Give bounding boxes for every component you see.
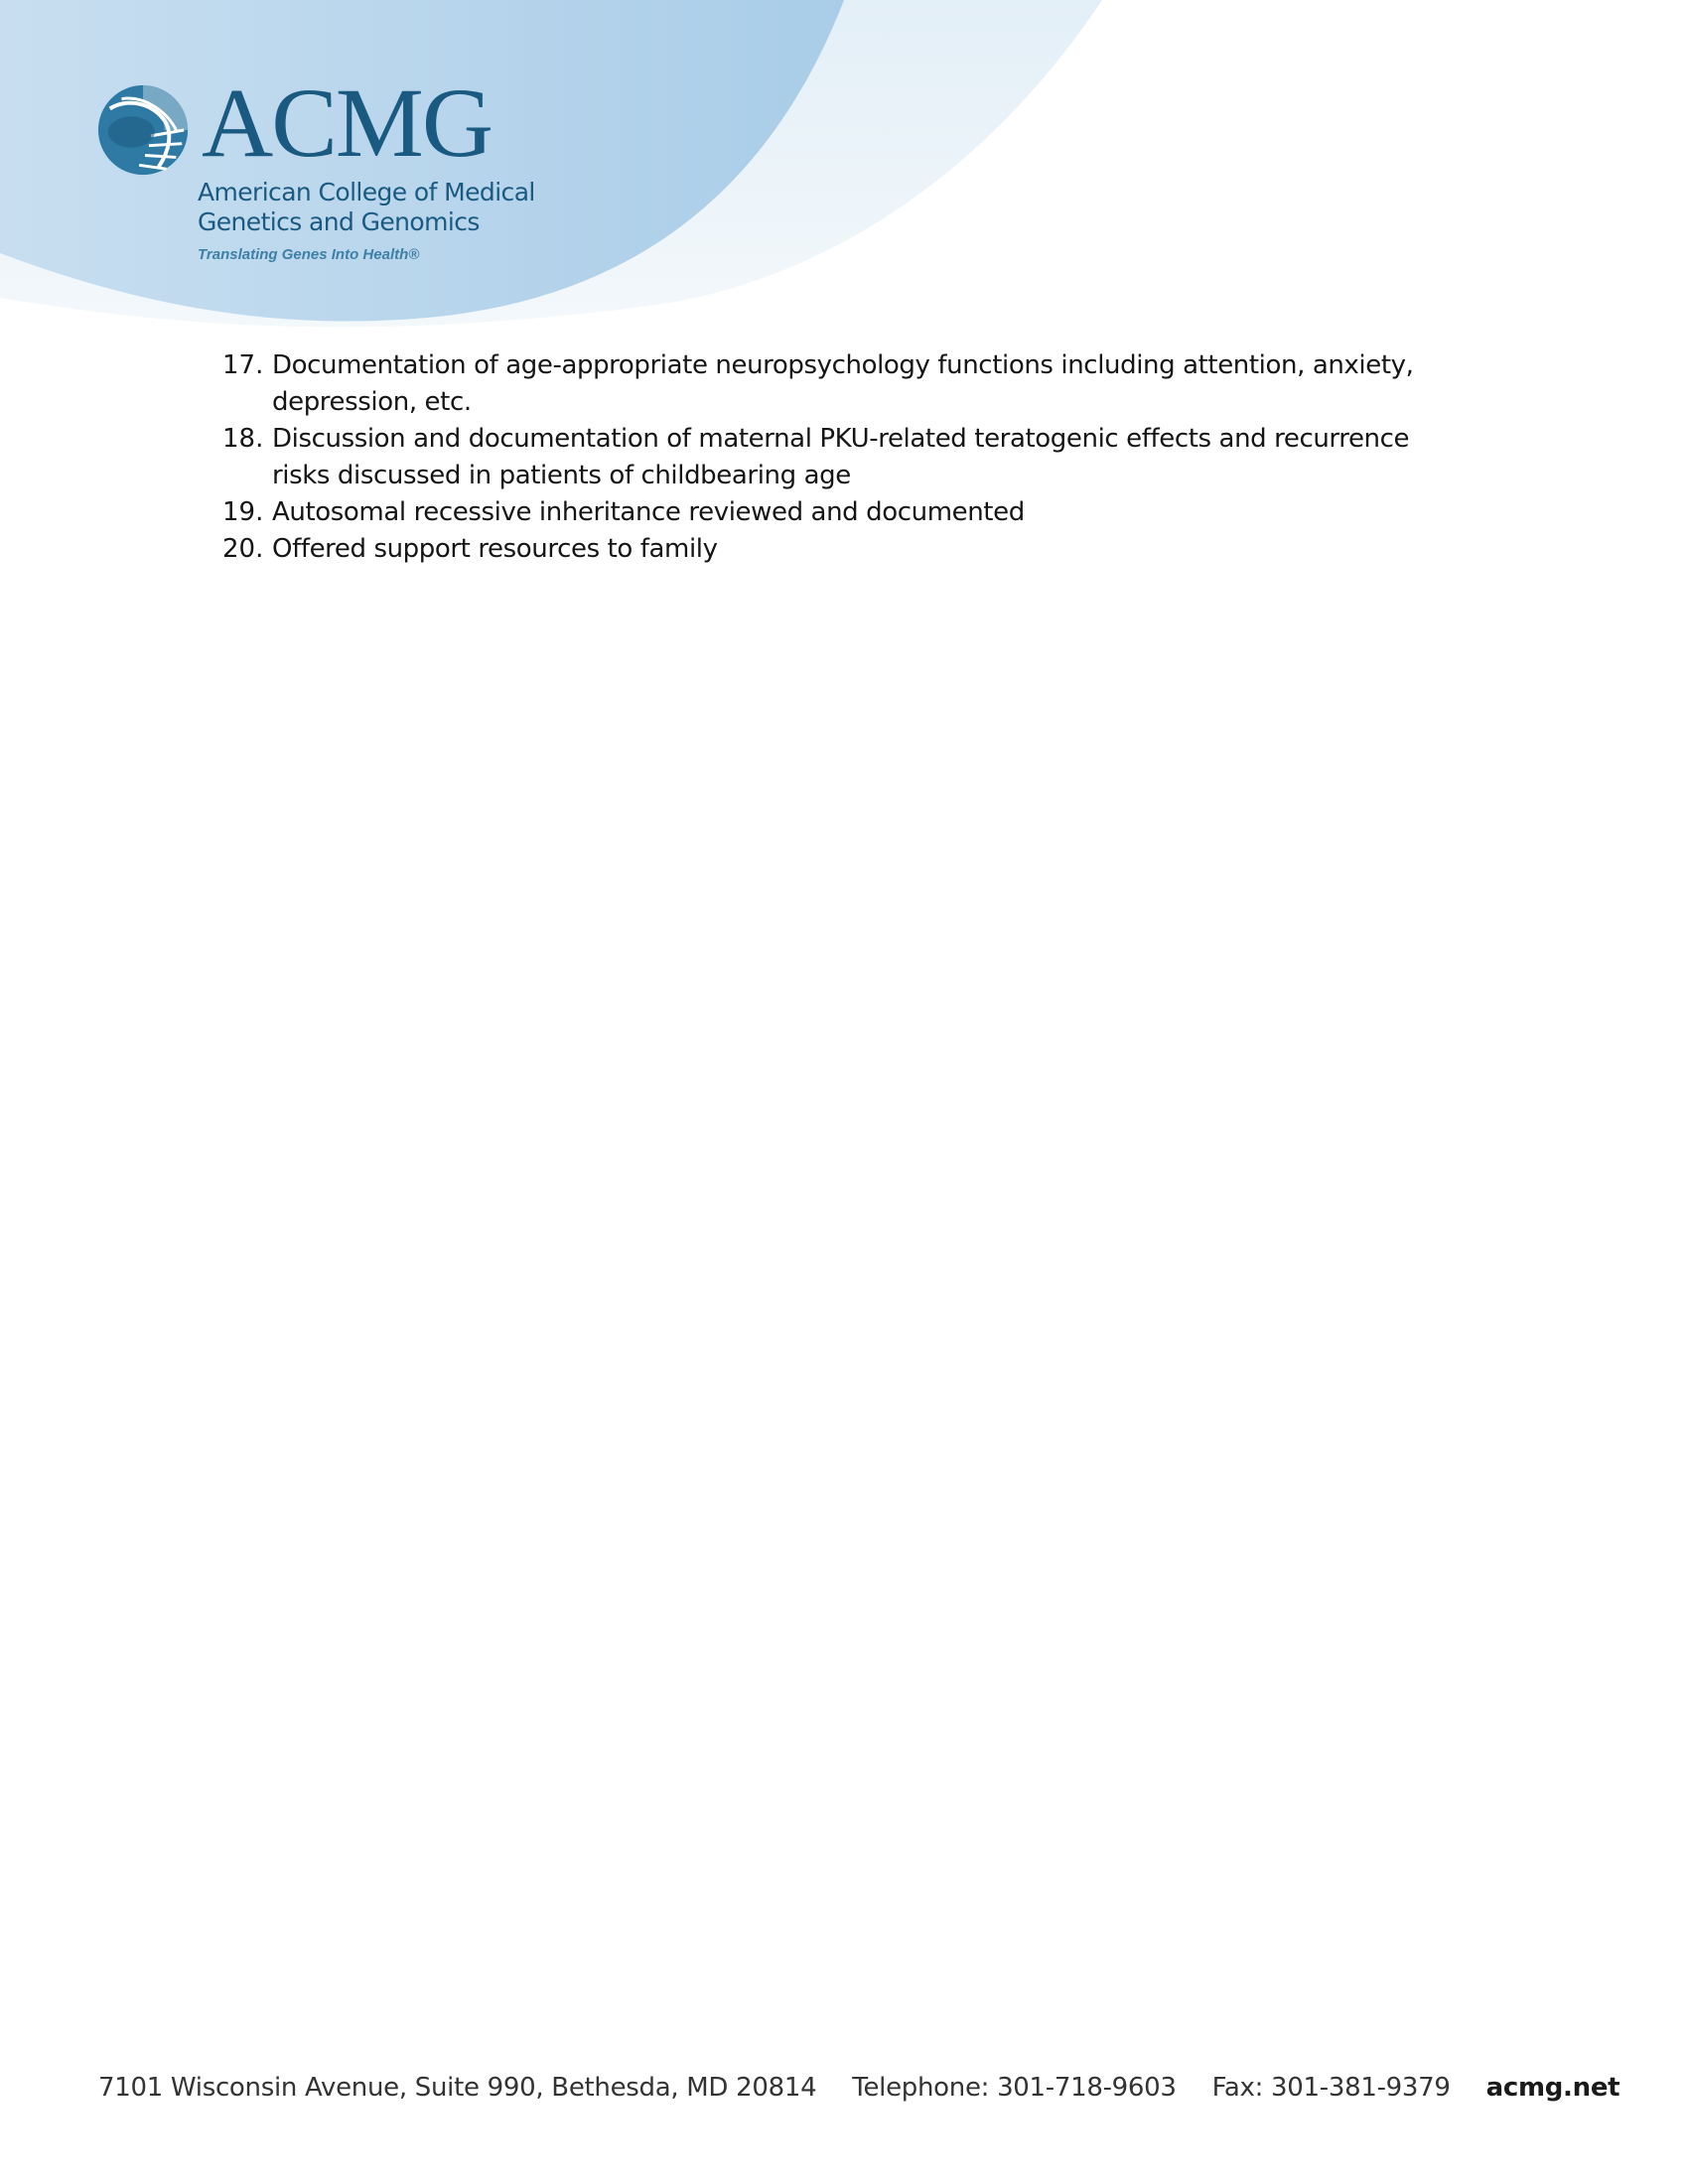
list-item-number: 17. <box>222 350 264 380</box>
list-item-number: 20. <box>222 534 264 564</box>
checklist <box>212 347 1464 568</box>
list-item-text: Documentation of age-appropriate neuropsychology functions including attention, anxiety, depression, etc. <box>272 350 1414 417</box>
footer-contact <box>98 2073 1619 2103</box>
list-item <box>212 494 1464 531</box>
organization-name <box>198 178 535 237</box>
logo-wordmark: ACMG <box>202 68 492 178</box>
dna-globe-icon <box>96 81 194 179</box>
organization-name-line: Genetics and Genomics <box>198 207 480 236</box>
acmg-logo <box>96 68 553 268</box>
footer-website-link[interactable]: acmg.net <box>1485 2073 1620 2103</box>
list-item-text: Discussion and documentation of maternal PKU-related teratogenic effects and recurrence risks discussed in patients of childbearing age <box>272 424 1410 490</box>
logo-tagline: Translating Genes Into Health® <box>198 246 420 263</box>
list-item <box>212 531 1464 568</box>
list-item <box>212 347 1464 421</box>
list-item-number: 18. <box>222 424 264 454</box>
organization-name-line: American College of Medical <box>198 178 535 206</box>
list-item-text: Offered support resources to family <box>272 534 718 564</box>
footer-telephone: Telephone: 301-718-9603 <box>852 2073 1177 2103</box>
footer-fax: Fax: 301-381-9379 <box>1211 2073 1451 2103</box>
list-item <box>212 421 1464 494</box>
list-item-number: 19. <box>222 497 264 527</box>
footer-address: 7101 Wisconsin Avenue, Suite 990, Bethesda, MD 20814 <box>98 2073 817 2103</box>
list-item-text: Autosomal recessive inheritance reviewed and documented <box>272 497 1025 527</box>
